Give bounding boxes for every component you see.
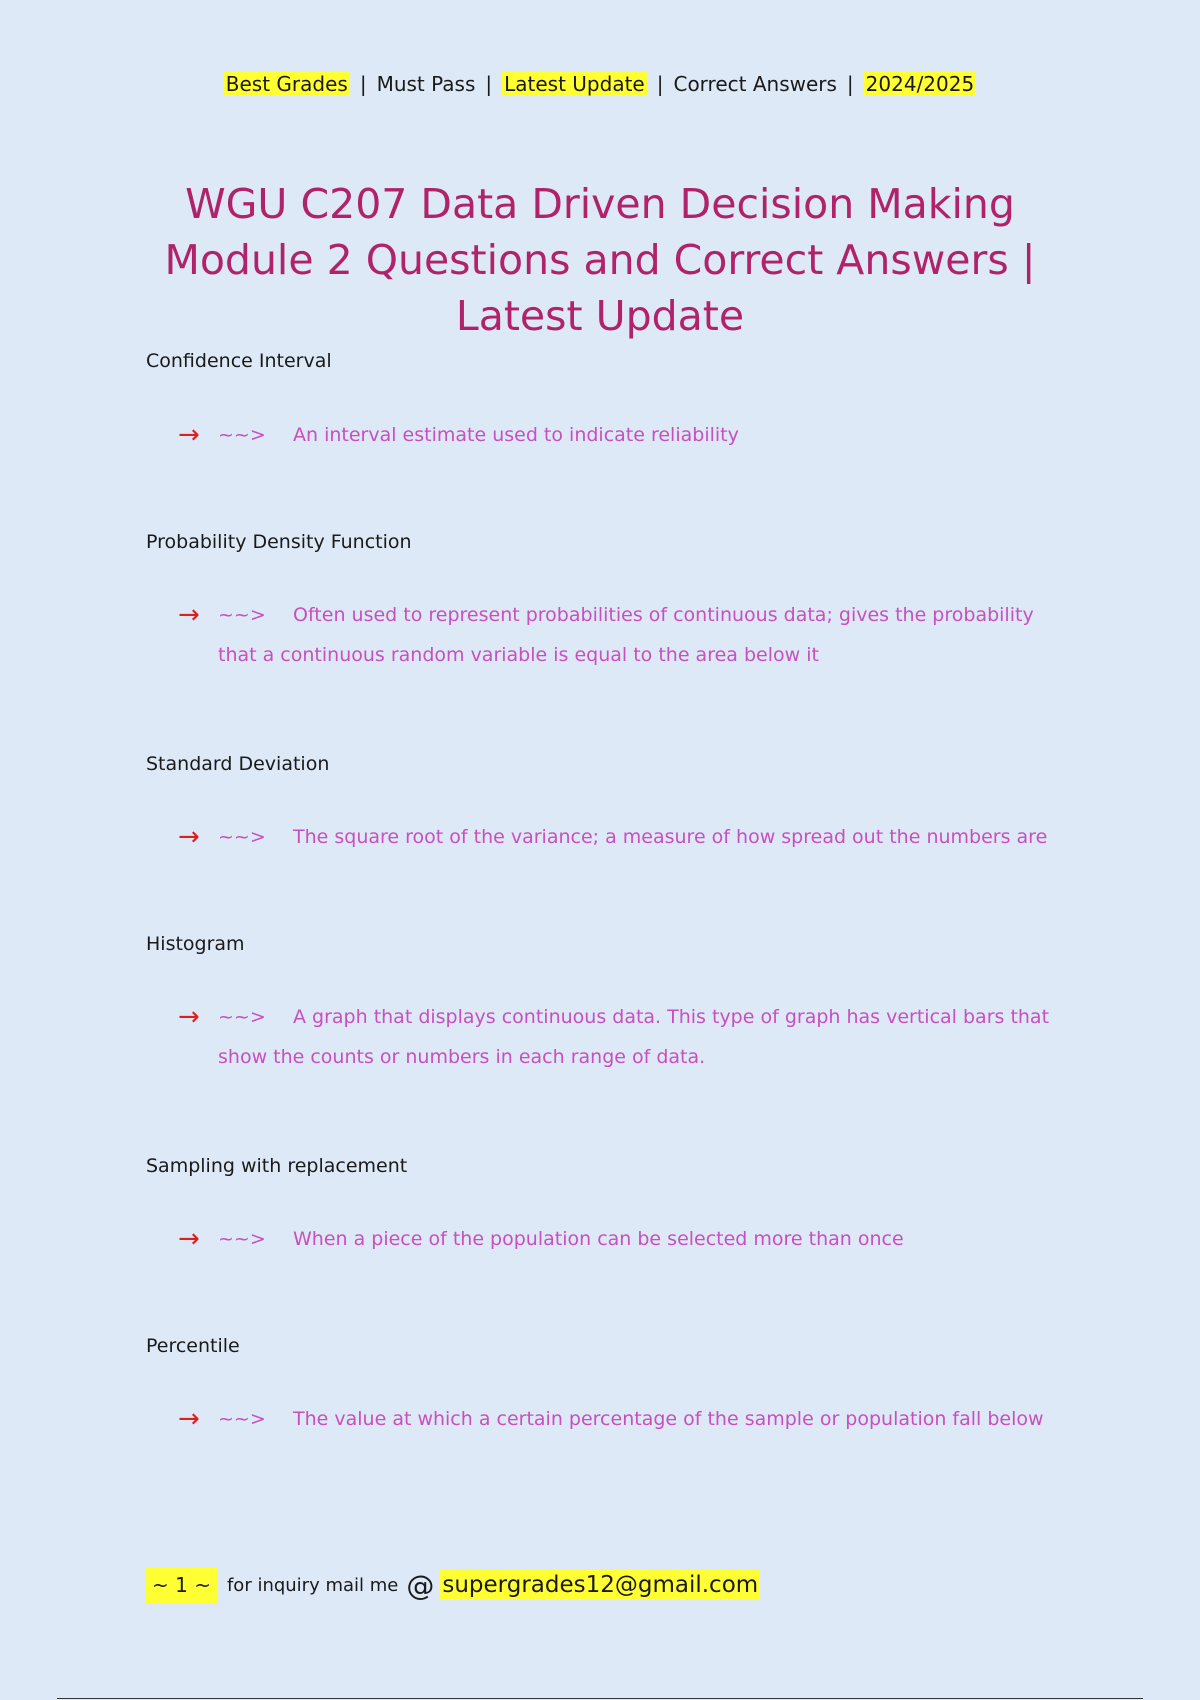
term-percentile: Percentile [146, 1335, 240, 1357]
answer-marker: ~~> [218, 604, 266, 626]
at-icon: @ [406, 1568, 435, 1602]
arrow-icon: → [178, 822, 200, 852]
header-separator: | [656, 72, 664, 96]
term-standard-deviation: Standard Deviation [146, 753, 330, 775]
arrow-icon: → [178, 420, 200, 450]
arrow-icon: → [178, 1224, 200, 1254]
header-latest-update: Latest Update [504, 72, 645, 96]
header-must-pass: Must Pass [376, 72, 476, 96]
header-separator: | [485, 72, 493, 96]
footer [146, 1567, 760, 1603]
contact-email[interactable]: supergrades12@gmail.com [442, 1572, 759, 1598]
arrow-icon: → [178, 1404, 200, 1434]
term-histogram: Histogram [146, 933, 245, 955]
term-sampling-with-replacement: Sampling with replacement [146, 1155, 408, 1177]
document-title: WGU C207 Data Driven Decision Making Module 2 Questions and Correct Answers | Latest Update [164, 180, 1036, 340]
header-separator: | [359, 72, 367, 96]
inquiry-text: for inquiry mail me [226, 1574, 399, 1596]
answer-histogram: A graph that displays continuous data. This type of graph has vertical bars that show the counts or numbers in each range of data. [218, 1006, 1050, 1068]
page-number: ~ 1 ~ [146, 1567, 217, 1603]
answer-marker: ~~> [218, 1408, 266, 1430]
answer-probability-density-function: Often used to represent probabilities of continuous data; gives the probability that a continuous random variable is equal to the area below it [218, 604, 1034, 666]
answer-marker: ~~> [218, 1228, 266, 1250]
answer-sampling-with-replacement: When a piece of the population can be selected more than once [293, 1228, 904, 1250]
term-probability-density-function: Probability Density Function [146, 531, 412, 553]
bottom-divider [57, 1698, 1143, 1699]
header-year: 2024/2025 [865, 72, 975, 96]
arrow-icon: → [178, 600, 200, 630]
header-separator: | [846, 72, 854, 96]
answer-marker: ~~> [218, 826, 266, 848]
header-correct-answers: Correct Answers [673, 72, 837, 96]
answer-percentile: The value at which a certain percentage of the sample or population fall below [293, 1408, 1044, 1430]
answer-marker: ~~> [218, 1006, 266, 1028]
answer-standard-deviation: The square root of the variance; a measure of how spread out the numbers are [293, 826, 1048, 848]
answer-marker: ~~> [218, 424, 266, 446]
term-confidence-interval: Confidence Interval [146, 350, 332, 372]
answer-confidence-interval: An interval estimate used to indicate reliability [293, 424, 739, 446]
header-best-grades: Best Grades [225, 72, 348, 96]
header-tagline [0, 68, 1200, 100]
arrow-icon: → [178, 1002, 200, 1032]
